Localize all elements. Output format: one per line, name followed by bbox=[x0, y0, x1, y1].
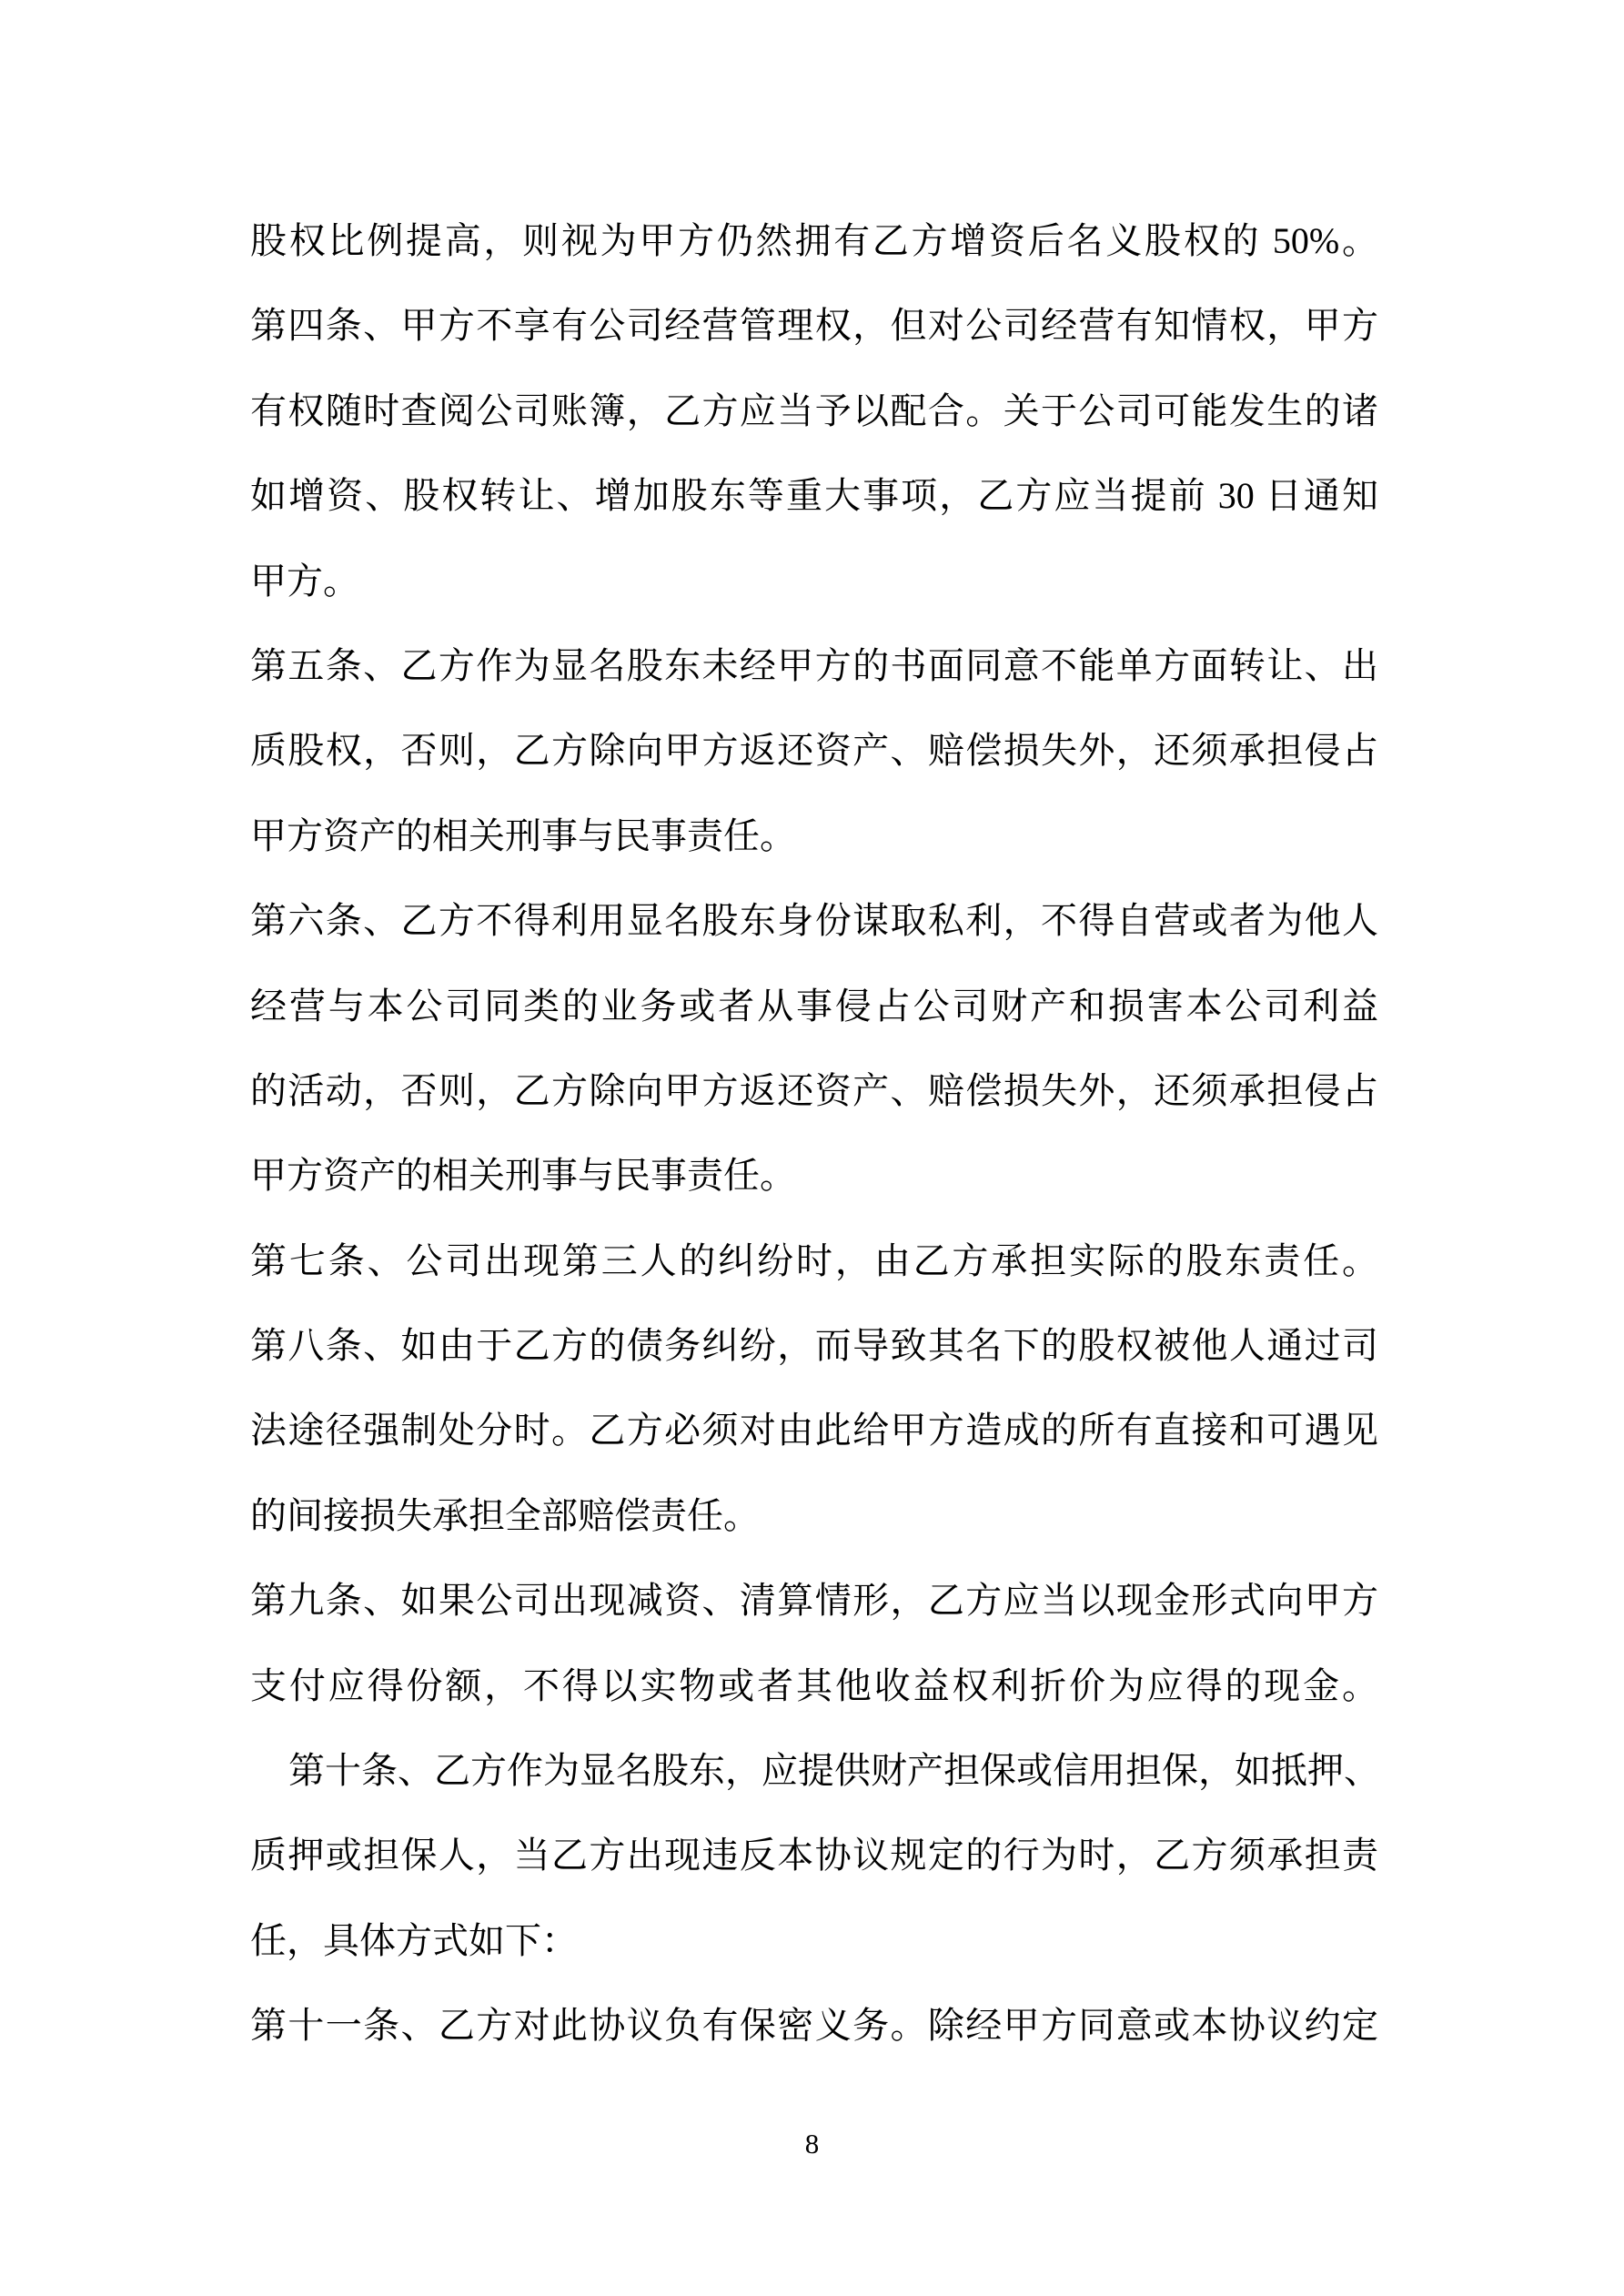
document-line: 的活动，否则，乙方除向甲方返还资产、赔偿损失外，还须承担侵占 bbox=[250, 1069, 1378, 1111]
document-line: 第五条、乙方作为显名股东未经甲方的书面同意不能单方面转让、出 bbox=[250, 644, 1378, 686]
document-line: 支付应得份额，不得以实物或者其他收益权利折价为应得的现金。 bbox=[250, 1664, 1378, 1706]
document-line: 第四条、甲方不享有公司经营管理权，但对公司经营有知情权，甲方 bbox=[250, 305, 1378, 347]
document-line: 法途径强制处分时。乙方必须对由此给甲方造成的所有直接和可遇见 bbox=[250, 1410, 1378, 1451]
document-line: 第七条、公司出现第三人的纠纷时，由乙方承担实际的股东责任。 bbox=[250, 1239, 1378, 1281]
document-line: 第十一条、乙方对此协议负有保密义务。除经甲方同意或本协议约定 bbox=[250, 2005, 1378, 2047]
document-line: 如增资、股权转让、增加股东等重大事项，乙方应当提前 30 日通知 bbox=[250, 475, 1378, 517]
document-line: 第八条、如由于乙方的债务纠纷，而导致其名下的股权被他人通过司 bbox=[250, 1325, 1378, 1367]
document-body bbox=[250, 198, 1378, 2068]
document-line: 的间接损失承担全部赔偿责任。 bbox=[250, 1494, 760, 1536]
document-line: 有权随时查阅公司账簿，乙方应当予以配合。关于公司可能发生的诸 bbox=[250, 389, 1378, 431]
document-line: 质押或担保人，当乙方出现违反本协议规定的行为时，乙方须承担责 bbox=[250, 1835, 1378, 1876]
document-line: 甲方资产的相关刑事与民事责任。 bbox=[250, 1155, 796, 1197]
document-line: 股权比例提高，则视为甲方仍然拥有乙方增资后名义股权的 50%。 bbox=[250, 220, 1378, 261]
document-line: 甲方。 bbox=[250, 560, 359, 602]
document-line: 质股权，否则，乙方除向甲方返还资产、赔偿损失外，还须承担侵占 bbox=[250, 730, 1378, 772]
page-number: 8 bbox=[804, 2128, 820, 2159]
document-line: 第九条、如果公司出现减资、清算情形，乙方应当以现金形式向甲方 bbox=[250, 1580, 1378, 1622]
document-line: 甲方资产的相关刑事与民事责任。 bbox=[250, 814, 796, 856]
document-line: 第十条、乙方作为显名股东，应提供财产担保或信用担保，如抵押、 bbox=[288, 1750, 1380, 1792]
document-line: 任，具体方式如下： bbox=[250, 1919, 578, 1961]
document-line: 第六条、乙方不得利用显名股东身份谋取私利，不得自营或者为他人 bbox=[250, 900, 1378, 942]
document-line: 经营与本公司同类的业务或者从事侵占公司财产和损害本公司利益 bbox=[250, 985, 1378, 1027]
